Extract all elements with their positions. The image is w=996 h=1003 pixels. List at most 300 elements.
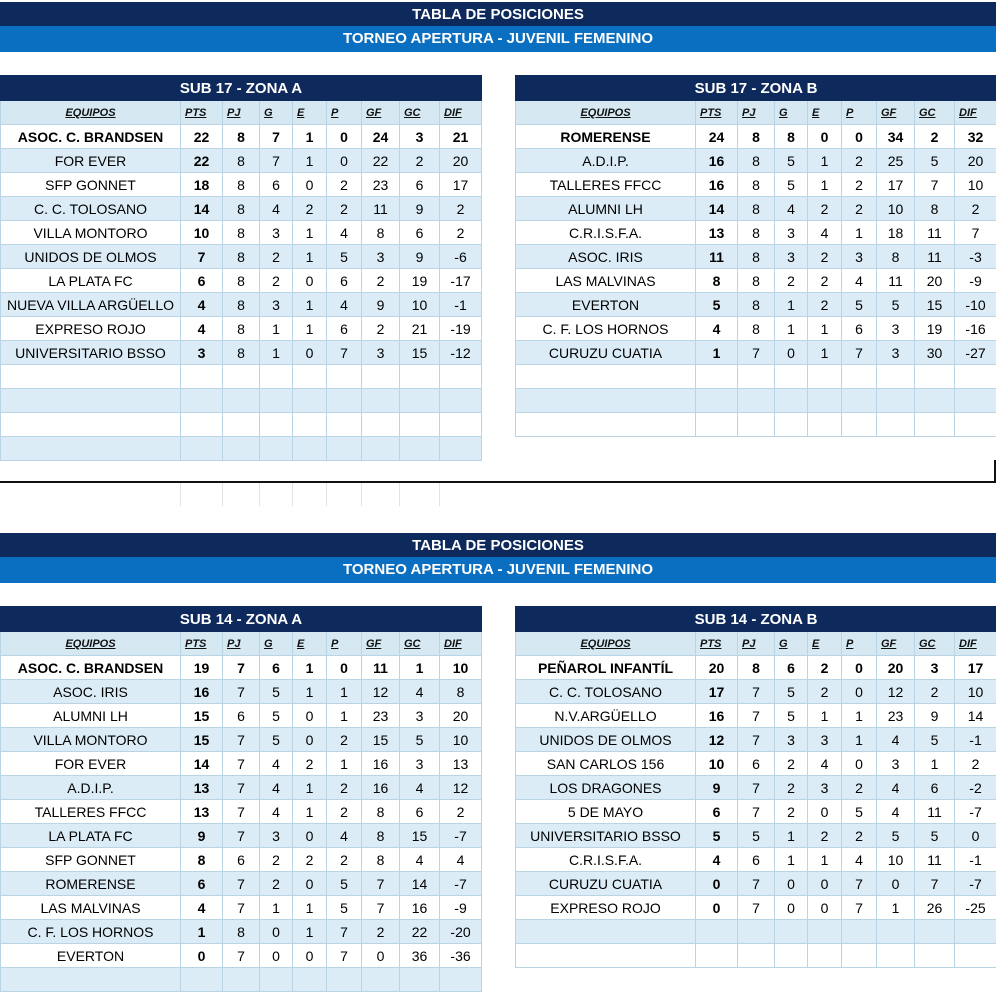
cell-pts: 0	[696, 872, 738, 896]
cell-team: LA PLATA FC	[1, 824, 181, 848]
column-header-team: EQUIPOS	[516, 632, 696, 656]
cell-pj: 7	[738, 680, 775, 704]
table-row	[1, 656, 482, 680]
cell-e: 1	[808, 173, 842, 197]
cell-dif: 4	[440, 848, 482, 872]
column-header-gc: GC	[400, 101, 440, 125]
cell-pts: 7	[181, 245, 223, 269]
empty-cell	[293, 389, 327, 413]
cell-dif: 20	[440, 149, 482, 173]
cell-p: 2	[842, 776, 877, 800]
cell-dif: 10	[955, 680, 996, 704]
table-row	[1, 872, 482, 896]
cell-gc: 7	[915, 173, 955, 197]
cell-p: 1	[842, 728, 877, 752]
cell-gc: 9	[400, 197, 440, 221]
table-row	[516, 728, 996, 752]
cell-gf: 5	[877, 293, 915, 317]
column-header-g: G	[775, 101, 808, 125]
cell-pj: 8	[738, 317, 775, 341]
grid-line	[361, 483, 362, 506]
grid-line	[399, 483, 400, 506]
table-row	[1, 125, 482, 149]
cell-gc: 22	[400, 920, 440, 944]
cell-p: 2	[842, 197, 877, 221]
table-row	[516, 221, 996, 245]
table-row	[516, 173, 996, 197]
empty-cell	[842, 413, 877, 437]
empty-cell	[223, 413, 260, 437]
cell-pts: 13	[696, 221, 738, 245]
empty-cell	[293, 437, 327, 461]
cell-gc: 3	[400, 752, 440, 776]
column-header-p: P	[842, 632, 877, 656]
empty-row	[516, 413, 996, 437]
grid-line	[180, 483, 181, 506]
cell-g: 3	[260, 824, 293, 848]
cell-pts: 15	[181, 704, 223, 728]
cell-gf: 3	[362, 341, 400, 365]
cell-pts: 1	[181, 920, 223, 944]
cell-pts: 14	[181, 197, 223, 221]
cell-g: 6	[260, 173, 293, 197]
column-header-g: G	[260, 101, 293, 125]
header-row	[1, 632, 482, 656]
cell-pj: 8	[223, 245, 260, 269]
empty-cell	[775, 920, 808, 944]
cell-pj: 8	[223, 920, 260, 944]
cell-g: 1	[775, 848, 808, 872]
cell-gc: 19	[400, 269, 440, 293]
empty-cell	[181, 413, 223, 437]
table-row	[1, 848, 482, 872]
cell-g: 6	[775, 656, 808, 680]
column-header-pts: PTS	[696, 101, 738, 125]
cell-pts: 12	[696, 728, 738, 752]
cell-g: 6	[260, 656, 293, 680]
empty-cell	[808, 413, 842, 437]
cell-gf: 24	[362, 125, 400, 149]
table-row	[1, 776, 482, 800]
cell-gf: 8	[362, 221, 400, 245]
cell-pts: 4	[696, 317, 738, 341]
table-row	[516, 656, 996, 680]
cell-pj: 7	[223, 752, 260, 776]
cell-e: 1	[293, 800, 327, 824]
cell-p: 1	[327, 752, 362, 776]
table-row	[1, 752, 482, 776]
empty-cell	[400, 968, 440, 992]
column-header-g: G	[260, 632, 293, 656]
table-row	[1, 221, 482, 245]
empty-cell	[327, 413, 362, 437]
cell-pts: 10	[181, 221, 223, 245]
column-header-pts: PTS	[696, 632, 738, 656]
empty-cell	[181, 389, 223, 413]
column-header-dif: DIF	[955, 101, 996, 125]
cell-p: 2	[842, 824, 877, 848]
table-row	[516, 776, 996, 800]
cell-pj: 8	[223, 341, 260, 365]
cell-pts: 24	[696, 125, 738, 149]
empty-cell	[1, 365, 181, 389]
column-header-pts: PTS	[181, 101, 223, 125]
column-header-pts: PTS	[181, 632, 223, 656]
column-header-team: EQUIPOS	[516, 101, 696, 125]
table-sub17-zona-b	[515, 75, 996, 437]
cell-pj: 7	[223, 944, 260, 968]
cell-team: CURUZU CUATIA	[516, 872, 696, 896]
empty-row	[516, 389, 996, 413]
cell-g: 4	[260, 752, 293, 776]
table-title: SUB 14 - ZONA B	[516, 607, 996, 632]
column-header-p: P	[327, 632, 362, 656]
cell-p: 0	[327, 125, 362, 149]
bottom-title: TABLA DE POSICIONES	[0, 533, 996, 557]
column-header-pj: PJ	[738, 101, 775, 125]
top-subtitle: TORNEO APERTURA - JUVENIL FEMENINO	[0, 26, 996, 52]
grid-line	[292, 483, 293, 506]
empty-cell	[842, 389, 877, 413]
empty-cell	[400, 365, 440, 389]
cell-pj: 8	[738, 269, 775, 293]
cell-pts: 8	[696, 269, 738, 293]
cell-p: 2	[327, 728, 362, 752]
cell-pj: 7	[223, 824, 260, 848]
cell-pts: 14	[181, 752, 223, 776]
column-header-e: E	[293, 632, 327, 656]
empty-cell	[808, 389, 842, 413]
cell-dif: -7	[440, 872, 482, 896]
cell-pts: 17	[696, 680, 738, 704]
empty-cell	[877, 389, 915, 413]
cell-team: SFP GONNET	[1, 848, 181, 872]
cell-p: 4	[842, 269, 877, 293]
cell-p: 4	[842, 848, 877, 872]
cell-dif: 20	[440, 704, 482, 728]
cell-gf: 23	[362, 173, 400, 197]
cell-gf: 12	[362, 680, 400, 704]
cell-pj: 8	[223, 221, 260, 245]
cell-gc: 30	[915, 341, 955, 365]
cell-dif: 7	[955, 221, 996, 245]
cell-pj: 8	[223, 149, 260, 173]
cell-g: 1	[775, 317, 808, 341]
empty-cell	[362, 968, 400, 992]
empty-cell	[915, 413, 955, 437]
empty-cell	[877, 365, 915, 389]
cell-p: 7	[842, 341, 877, 365]
column-header-team: EQUIPOS	[1, 632, 181, 656]
cell-gf: 8	[362, 800, 400, 824]
empty-cell	[327, 968, 362, 992]
cell-gc: 6	[400, 800, 440, 824]
table-title: SUB 17 - ZONA B	[516, 76, 996, 101]
cell-pts: 6	[181, 872, 223, 896]
empty-cell	[362, 365, 400, 389]
cell-p: 3	[842, 245, 877, 269]
cell-pj: 6	[223, 704, 260, 728]
cell-p: 4	[327, 293, 362, 317]
cell-dif: 12	[440, 776, 482, 800]
table-row	[516, 872, 996, 896]
cell-e: 0	[808, 125, 842, 149]
cell-pj: 8	[738, 293, 775, 317]
empty-cell	[877, 413, 915, 437]
empty-row	[1, 413, 482, 437]
cell-gc: 11	[915, 245, 955, 269]
empty-cell	[696, 389, 738, 413]
cell-team: ASOC. IRIS	[1, 680, 181, 704]
cell-gc: 14	[400, 872, 440, 896]
cell-pts: 1	[696, 341, 738, 365]
cell-team: LAS MALVINAS	[1, 896, 181, 920]
cell-gf: 15	[362, 728, 400, 752]
table-title: SUB 17 - ZONA A	[1, 76, 482, 101]
cell-e: 1	[293, 245, 327, 269]
cell-g: 7	[260, 125, 293, 149]
empty-cell	[738, 389, 775, 413]
cell-gf: 16	[362, 776, 400, 800]
cell-e: 1	[293, 920, 327, 944]
cell-dif: -1	[440, 293, 482, 317]
cell-team: ASOC. C. BRANDSEN	[1, 656, 181, 680]
cell-pj: 8	[223, 317, 260, 341]
cell-pts: 6	[696, 800, 738, 824]
cell-gc: 7	[915, 872, 955, 896]
cell-gc: 5	[915, 824, 955, 848]
cell-e: 2	[293, 752, 327, 776]
empty-cell	[440, 365, 482, 389]
cell-p: 2	[327, 173, 362, 197]
cell-g: 5	[775, 173, 808, 197]
cell-pts: 14	[696, 197, 738, 221]
table-row	[1, 704, 482, 728]
cell-p: 6	[327, 269, 362, 293]
cell-e: 2	[808, 680, 842, 704]
cell-g: 0	[775, 341, 808, 365]
cell-gf: 23	[877, 704, 915, 728]
column-header-p: P	[327, 101, 362, 125]
cell-gc: 4	[400, 680, 440, 704]
cell-p: 7	[327, 944, 362, 968]
cell-e: 1	[808, 149, 842, 173]
empty-cell	[293, 413, 327, 437]
cell-dif: 10	[955, 173, 996, 197]
empty-cell	[260, 437, 293, 461]
cell-gf: 8	[362, 848, 400, 872]
cell-gf: 4	[877, 776, 915, 800]
cell-pts: 0	[181, 944, 223, 968]
cell-gf: 3	[877, 752, 915, 776]
cell-gc: 2	[915, 125, 955, 149]
cell-team: C. C. TOLOSANO	[516, 680, 696, 704]
table-row	[516, 293, 996, 317]
cell-pts: 11	[696, 245, 738, 269]
cell-p: 0	[842, 680, 877, 704]
cell-pts: 0	[696, 896, 738, 920]
cell-gc: 6	[915, 776, 955, 800]
cell-g: 1	[260, 317, 293, 341]
cell-dif: -2	[955, 776, 996, 800]
cell-dif: 17	[955, 656, 996, 680]
cell-dif: 10	[440, 728, 482, 752]
cell-g: 4	[775, 197, 808, 221]
cell-e: 0	[293, 704, 327, 728]
cell-p: 1	[327, 680, 362, 704]
cell-team: EXPRESO ROJO	[516, 896, 696, 920]
empty-cell	[440, 389, 482, 413]
table-row	[1, 800, 482, 824]
empty-cell	[181, 968, 223, 992]
cell-e: 2	[808, 269, 842, 293]
cell-g: 2	[775, 800, 808, 824]
empty-cell	[293, 365, 327, 389]
cell-e: 0	[808, 896, 842, 920]
cell-e: 1	[293, 149, 327, 173]
cell-gf: 3	[877, 341, 915, 365]
cell-team: LAS MALVINAS	[516, 269, 696, 293]
cell-pj: 8	[738, 197, 775, 221]
cell-p: 0	[327, 149, 362, 173]
cell-p: 7	[842, 896, 877, 920]
cell-gf: 9	[362, 293, 400, 317]
cell-p: 0	[842, 752, 877, 776]
cell-p: 2	[842, 149, 877, 173]
cell-pts: 13	[181, 776, 223, 800]
cell-team: SAN CARLOS 156	[516, 752, 696, 776]
table-row	[516, 896, 996, 920]
cell-pts: 22	[181, 149, 223, 173]
cell-gc: 4	[400, 848, 440, 872]
cell-dif: 14	[955, 704, 996, 728]
cell-pts: 16	[696, 149, 738, 173]
cell-p: 1	[842, 704, 877, 728]
cell-team: UNIDOS DE OLMOS	[516, 728, 696, 752]
cell-e: 1	[293, 776, 327, 800]
cell-gc: 19	[915, 317, 955, 341]
cell-dif: 32	[955, 125, 996, 149]
cell-gc: 21	[400, 317, 440, 341]
empty-cell	[440, 413, 482, 437]
cell-gc: 8	[915, 197, 955, 221]
cell-gf: 11	[362, 197, 400, 221]
table-row	[1, 149, 482, 173]
cell-pts: 15	[181, 728, 223, 752]
cell-gc: 3	[400, 125, 440, 149]
column-header-dif: DIF	[440, 101, 482, 125]
cell-gf: 8	[362, 824, 400, 848]
cell-e: 0	[808, 800, 842, 824]
cell-gf: 23	[362, 704, 400, 728]
cell-e: 2	[293, 848, 327, 872]
cell-p: 4	[327, 221, 362, 245]
cell-team: LA PLATA FC	[1, 269, 181, 293]
cell-e: 3	[808, 728, 842, 752]
empty-cell	[181, 365, 223, 389]
cell-gf: 22	[362, 149, 400, 173]
cell-p: 5	[327, 245, 362, 269]
cell-pts: 5	[696, 293, 738, 317]
empty-cell	[915, 389, 955, 413]
cell-pj: 7	[223, 776, 260, 800]
cell-pj: 7	[738, 776, 775, 800]
cell-dif: 17	[440, 173, 482, 197]
cell-e: 1	[293, 896, 327, 920]
cell-pj: 6	[223, 848, 260, 872]
cell-team: C. C. TOLOSANO	[1, 197, 181, 221]
table-row	[516, 341, 996, 365]
cell-g: 3	[775, 245, 808, 269]
empty-cell	[260, 413, 293, 437]
empty-cell	[181, 437, 223, 461]
empty-cell	[400, 389, 440, 413]
table-sub14-zona-b	[515, 606, 996, 968]
cell-g: 4	[260, 800, 293, 824]
empty-cell	[842, 365, 877, 389]
empty-cell	[877, 944, 915, 968]
cell-gf: 12	[877, 680, 915, 704]
cell-dif: 21	[440, 125, 482, 149]
cell-pj: 7	[738, 704, 775, 728]
table-row	[1, 944, 482, 968]
empty-row	[1, 437, 482, 461]
cell-g: 8	[775, 125, 808, 149]
cell-e: 1	[293, 317, 327, 341]
cell-gc: 26	[915, 896, 955, 920]
cell-e: 0	[293, 944, 327, 968]
cell-pj: 8	[223, 173, 260, 197]
column-header-e: E	[808, 101, 842, 125]
empty-cell	[738, 944, 775, 968]
cell-gc: 20	[915, 269, 955, 293]
cell-team: EVERTON	[1, 944, 181, 968]
cell-gc: 10	[400, 293, 440, 317]
cell-gf: 0	[877, 872, 915, 896]
cell-gc: 1	[400, 656, 440, 680]
column-header-team: EQUIPOS	[1, 101, 181, 125]
table-row	[1, 341, 482, 365]
cell-team: UNIVERSITARIO BSSO	[516, 824, 696, 848]
cell-dif: -12	[440, 341, 482, 365]
cell-dif: -27	[955, 341, 996, 365]
cell-gf: 2	[362, 317, 400, 341]
empty-cell	[696, 413, 738, 437]
cell-pts: 4	[181, 317, 223, 341]
cell-pts: 16	[696, 704, 738, 728]
cell-dif: -7	[955, 872, 996, 896]
cell-pj: 7	[223, 872, 260, 896]
cell-gf: 5	[877, 824, 915, 848]
cell-dif: -20	[440, 920, 482, 944]
grid-line	[326, 483, 327, 506]
column-header-pj: PJ	[738, 632, 775, 656]
cell-dif: 2	[955, 197, 996, 221]
top-title: TABLA DE POSICIONES	[0, 2, 996, 26]
cell-g: 4	[260, 197, 293, 221]
column-header-gc: GC	[915, 632, 955, 656]
cell-g: 5	[775, 149, 808, 173]
cell-p: 0	[842, 656, 877, 680]
cell-team: ROMERENSE	[1, 872, 181, 896]
column-header-e: E	[293, 101, 327, 125]
cell-g: 5	[260, 704, 293, 728]
cell-p: 4	[327, 824, 362, 848]
empty-cell	[808, 920, 842, 944]
empty-cell	[915, 944, 955, 968]
cell-pj: 6	[738, 752, 775, 776]
cell-gc: 5	[915, 728, 955, 752]
